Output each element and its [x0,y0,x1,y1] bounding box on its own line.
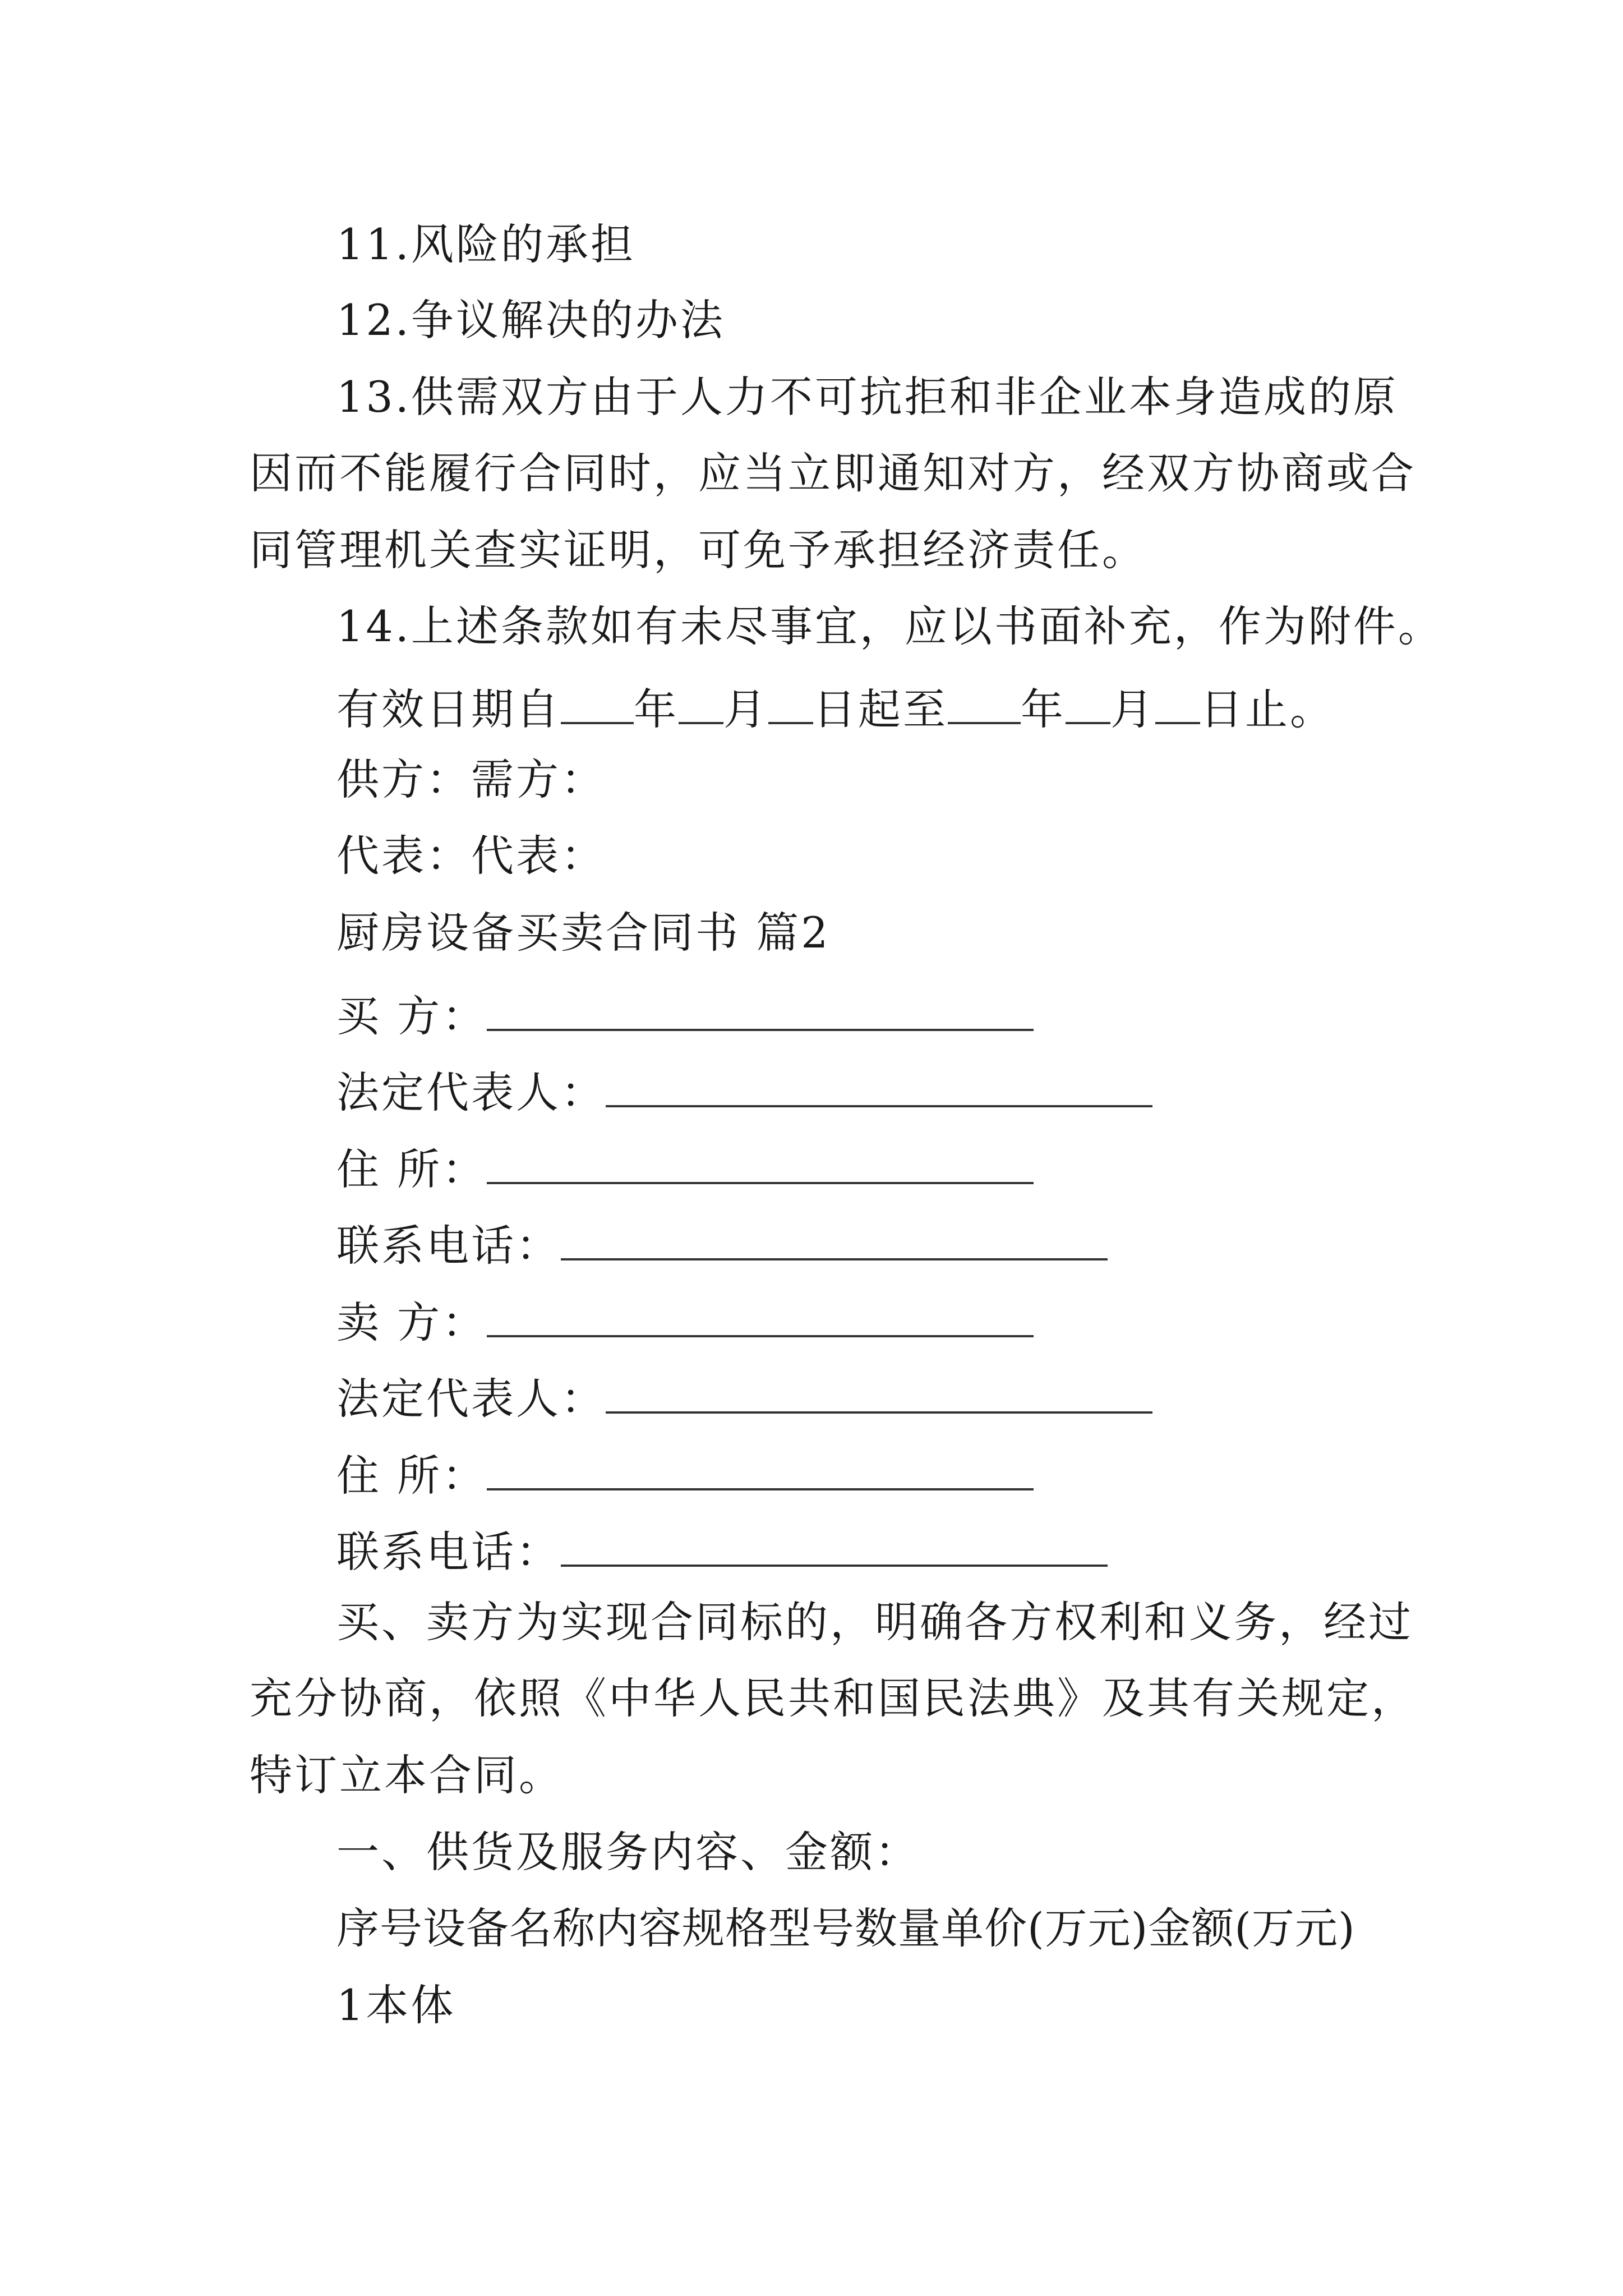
clause-14: 14.上述条款如有未尽事宜，应以书面补充，作为附件。 [336,601,1443,651]
validity-prefix: 有效日期自 [336,684,561,735]
validity-day-2: 日止。 [1200,684,1335,735]
blank-day-end[interactable] [1155,682,1200,724]
seller-phone-blank[interactable] [561,1524,1108,1567]
buyer-label: 买 方： [336,991,487,1042]
intro-line-3: 特订立本合同。 [250,1750,564,1800]
buyer-address-blank[interactable] [487,1142,1034,1184]
seller-rep-line [336,1371,1152,1424]
clause-11: 11.风险的承担 [336,219,635,269]
blank-month-start[interactable] [679,682,723,724]
seller-address-line [336,1448,1034,1501]
supply-demand-signature: 供方：需方： [336,754,606,804]
seller-label: 卖 方： [336,1297,487,1348]
seller-line [336,1295,1034,1348]
buyer-line [336,988,1034,1042]
buyer-address-line [336,1142,1034,1195]
buyer-rep-blank[interactable] [606,1065,1152,1107]
validity-line [336,682,1335,735]
clause-13-line-2: 因而不能履行合同时，应当立即通知对方，经双方协商或合 [250,448,1416,498]
validity-month-1: 月 [723,684,768,735]
blank-year-start[interactable] [561,682,634,724]
blank-year-end[interactable] [948,682,1021,724]
table-row-1: 1本体 [336,1980,456,2030]
table-header: 序号设备名称内容规格型号数量单价(万元)金额(万元) [336,1903,1355,1953]
seller-rep-label: 法定代表人： [336,1374,606,1424]
seller-address-blank[interactable] [487,1448,1034,1490]
blank-day-start[interactable] [768,682,813,724]
section-2-title: 厨房设备买卖合同书 篇2 [336,908,831,958]
clause-13-line-1: 13.供需双方由于人力不可抗拒和非企业本身造成的原 [336,372,1398,422]
validity-day-1: 日起至 [813,684,948,735]
intro-line-1: 买、卖方为实现合同标的，明确各方权利和义务，经过 [336,1597,1413,1647]
item-1-heading: 一、供货及服务内容、金额： [336,1827,920,1877]
validity-year-2: 年 [1021,684,1066,735]
buyer-rep-line [336,1065,1152,1118]
buyer-blank[interactable] [487,988,1034,1031]
buyer-phone-label: 联系电话： [336,1221,561,1271]
blank-month-end[interactable] [1066,682,1110,724]
seller-rep-blank[interactable] [606,1371,1152,1414]
seller-phone-label: 联系电话： [336,1527,561,1577]
clause-13-line-3: 同管理机关查实证明，可免予承担经济责任。 [250,525,1147,575]
seller-phone-line [336,1524,1108,1577]
intro-line-2: 充分协商，依照《中华人民共和国民法典》及其有关规定， [250,1673,1416,1723]
buyer-phone-blank[interactable] [561,1218,1108,1260]
representative-signature: 代表：代表： [336,831,606,881]
buyer-phone-line [336,1218,1108,1271]
seller-address-label: 住 所： [336,1451,487,1501]
clause-12: 12.争议解决的办法 [336,295,725,345]
buyer-rep-label: 法定代表人： [336,1068,606,1118]
seller-blank[interactable] [487,1295,1034,1337]
validity-month-2: 月 [1110,684,1155,735]
validity-year-1: 年 [634,684,679,735]
buyer-address-label: 住 所： [336,1144,487,1195]
